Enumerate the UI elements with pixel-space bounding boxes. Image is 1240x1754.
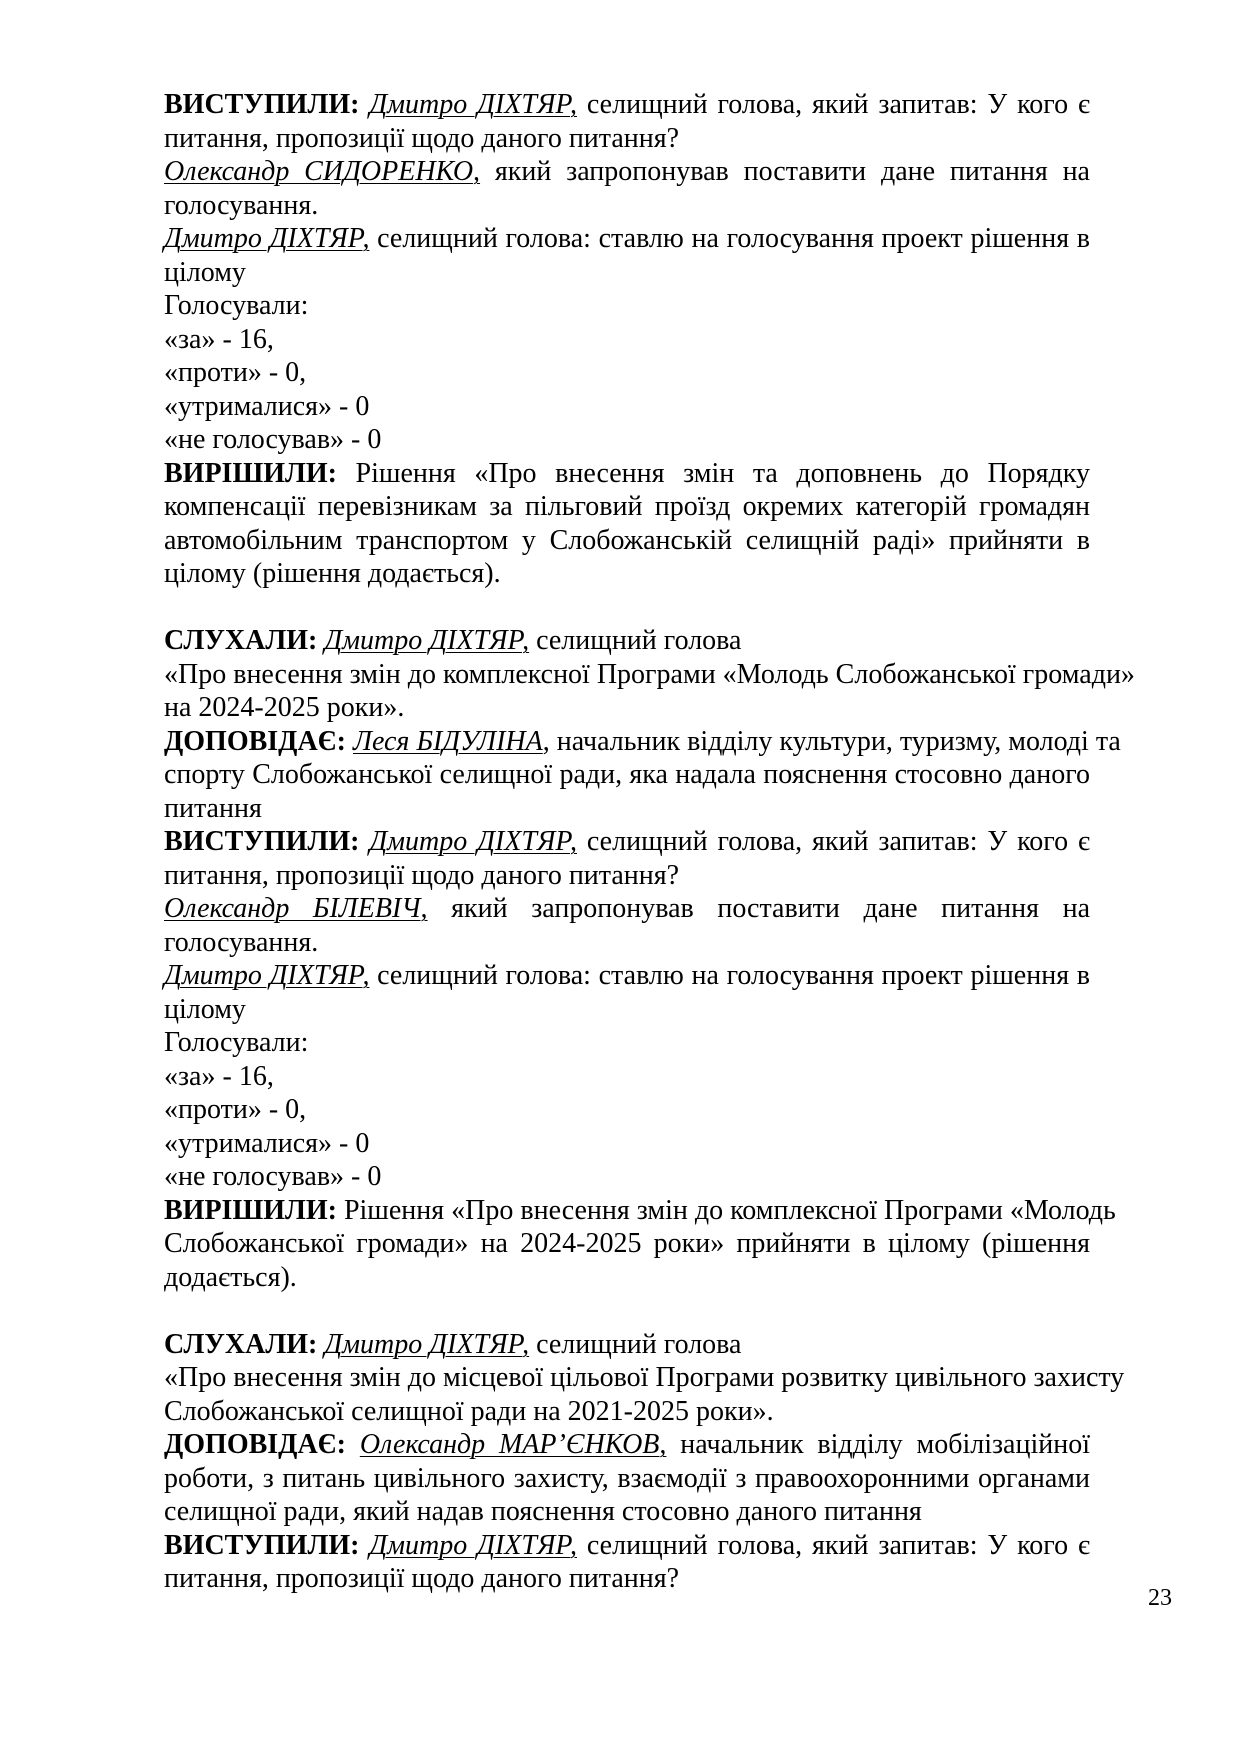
votes-against: «проти» - 0, <box>164 1094 307 1125</box>
votes-for: «за» - 16, <box>164 323 274 355</box>
report-label: ДОПОВІДАЄ: <box>164 1429 346 1460</box>
votes-not-voted: «не голосував» - 0 <box>164 424 382 455</box>
heard-line: СЛУХАЛИ: Дмитро ДІХТЯР, селищний голова <box>164 1328 742 1360</box>
report-section-3 <box>164 1428 1090 1529</box>
chair-line: Дмитро ДІХТЯР, селищний голова: ставлю на голосування проект рішення в <box>164 960 1090 991</box>
heard-label: СЛУХАЛИ: <box>164 625 318 656</box>
spoke-line: питання, пропозиції щодо даного питання? <box>164 1563 680 1594</box>
report-line: селищної ради, який надав пояснення стосовно даного питання <box>164 1496 922 1527</box>
paragraph-gap <box>164 1294 1090 1328</box>
decision-line: додається). <box>164 1261 297 1293</box>
report-line: спорту Слобожанської селищної ради, яка надала пояснення стосовно даного <box>164 759 1090 790</box>
speaker-name: Дмитро ДІХТЯР, <box>324 1328 530 1360</box>
spoke-line: ВИСТУПИЛИ: Дмитро ДІХТЯР, селищний голова, який запитав: У кого є <box>164 1529 1091 1561</box>
spoke-label: ВИСТУПИЛИ: <box>164 1529 360 1561</box>
votes-for: «за» - 16, <box>164 1060 274 1092</box>
minutes-body <box>164 88 1135 1596</box>
spoke-line: ВИСТУПИЛИ: Дмитро ДІХТЯР, селищний голова, який запитав: У кого є <box>164 89 1091 120</box>
decision-line: ВИРІШИЛИ: Рішення «Про внесення змін до комплексної Програми «Молодь <box>164 1194 1116 1226</box>
speaker-name: Дмитро ДІХТЯР, <box>369 826 578 857</box>
reporter-name: Леся БІДУЛІНА <box>352 725 543 757</box>
report-line: ДОПОВІДАЄ: Олександр МАР’ЄНКОВ, начальник відділу мобілізаційної <box>164 1429 1090 1460</box>
decision-label: ВИРІШИЛИ: <box>164 457 337 489</box>
voting-results-2 <box>164 1026 1090 1194</box>
chair-line: цілому <box>164 993 246 1025</box>
reporter-name: Олександр МАР’ЄНКОВ, <box>359 1429 667 1460</box>
heard-label: СЛУХАЛИ: <box>164 1328 318 1360</box>
chair-name: Дмитро ДІХТЯР, <box>164 960 370 991</box>
heard-section-2 <box>164 624 1135 725</box>
agenda-topic: «Про внесення змін до місцевої цільової Програми розвитку цивільного захисту <box>164 1362 1125 1393</box>
decision-line: ВИРІШИЛИ: Рішення «Про внесення змін та доповнень до Порядку <box>164 457 1090 489</box>
spoke-line: питання, пропозиції щодо даного питання? <box>164 859 680 891</box>
spoke-line: ВИСТУПИЛИ: Дмитро ДІХТЯР, селищний голова, який запитав: У кого є <box>164 826 1091 857</box>
speakers-section-3 <box>164 1529 1090 1596</box>
decision-line: цілому (рішення додається). <box>164 558 501 589</box>
proposal-line: Олександр СИДОРЕНКО, який запропонував поставити дане питання на <box>164 156 1090 187</box>
decision-label: ВИРІШИЛИ: <box>164 1194 337 1226</box>
speaker-name: Дмитро ДІХТЯР, <box>369 1529 578 1561</box>
speakers-section-2 <box>164 825 1090 1026</box>
report-label: ДОПОВІДАЄ: <box>164 725 346 757</box>
speaker-name: Дмитро ДІХТЯР, <box>369 89 578 120</box>
decision-line: Слобожанської громади» на 2024-2025 роки» прийняти в цілому (рішення <box>164 1228 1090 1259</box>
decision-2 <box>164 1194 1116 1295</box>
chair-line: Дмитро ДІХТЯР, селищний голова: ставлю на голосування проект рішення в <box>164 223 1090 254</box>
decision-1 <box>164 457 1090 591</box>
proposal-line: голосування. <box>164 926 319 958</box>
report-line: роботи, з питань цивільного захисту, взаємодії з правоохоронними органами <box>164 1462 1090 1494</box>
proposal-line: голосування. <box>164 189 319 221</box>
spoke-label: ВИСТУПИЛИ: <box>164 89 360 120</box>
agenda-topic: Слобожанської селищної ради на 2021-2025 роки». <box>164 1395 774 1427</box>
voting-heading: Голосували: <box>164 290 309 321</box>
heard-section-3 <box>164 1328 1125 1429</box>
agenda-topic: на 2024-2025 роки». <box>164 692 405 723</box>
report-section-2 <box>164 725 1121 826</box>
proposer-name: Олександр БІЛЕВІЧ, <box>164 893 428 924</box>
paragraph-gap <box>164 591 1090 625</box>
voting-heading: Голосували: <box>164 1027 309 1058</box>
votes-abstained: «утрималися» - 0 <box>164 1127 370 1159</box>
spoke-label: ВИСТУПИЛИ: <box>164 826 360 857</box>
agenda-topic: «Про внесення змін до комплексної Програми «Молодь Слобожанської громади» <box>164 658 1135 690</box>
proposer-name: Олександр СИДОРЕНКО, <box>164 156 481 187</box>
decision-line: автомобільним транспортом у Слобожанській селищній раді» прийняти в <box>164 524 1090 556</box>
speaker-name: Дмитро ДІХТЯР, <box>324 625 530 656</box>
decision-line: компенсації перевізникам за пільговий проїзд окремих категорій громадян <box>164 491 1090 522</box>
votes-abstained: «утрималися» - 0 <box>164 390 370 422</box>
heard-line: СЛУХАЛИ: Дмитро ДІХТЯР, селищний голова <box>164 625 742 656</box>
voting-results-1 <box>164 289 1090 457</box>
report-line: ДОПОВІДАЄ: Леся БІДУЛІНА, начальник відділу культури, туризму, молоді та <box>164 725 1121 757</box>
page-number: 23 <box>1148 1585 1172 1611</box>
chair-name: Дмитро ДІХТЯР, <box>164 223 370 254</box>
votes-against: «проти» - 0, <box>164 357 307 388</box>
spoke-line: питання, пропозиції щодо даного питання? <box>164 122 680 154</box>
report-line: питання <box>164 792 262 824</box>
votes-not-voted: «не голосував» - 0 <box>164 1161 382 1192</box>
chair-line: цілому <box>164 256 246 288</box>
proposal-line: Олександр БІЛЕВІЧ, який запропонував поставити дане питання на <box>164 893 1090 924</box>
speakers-section-1 <box>164 88 1090 289</box>
